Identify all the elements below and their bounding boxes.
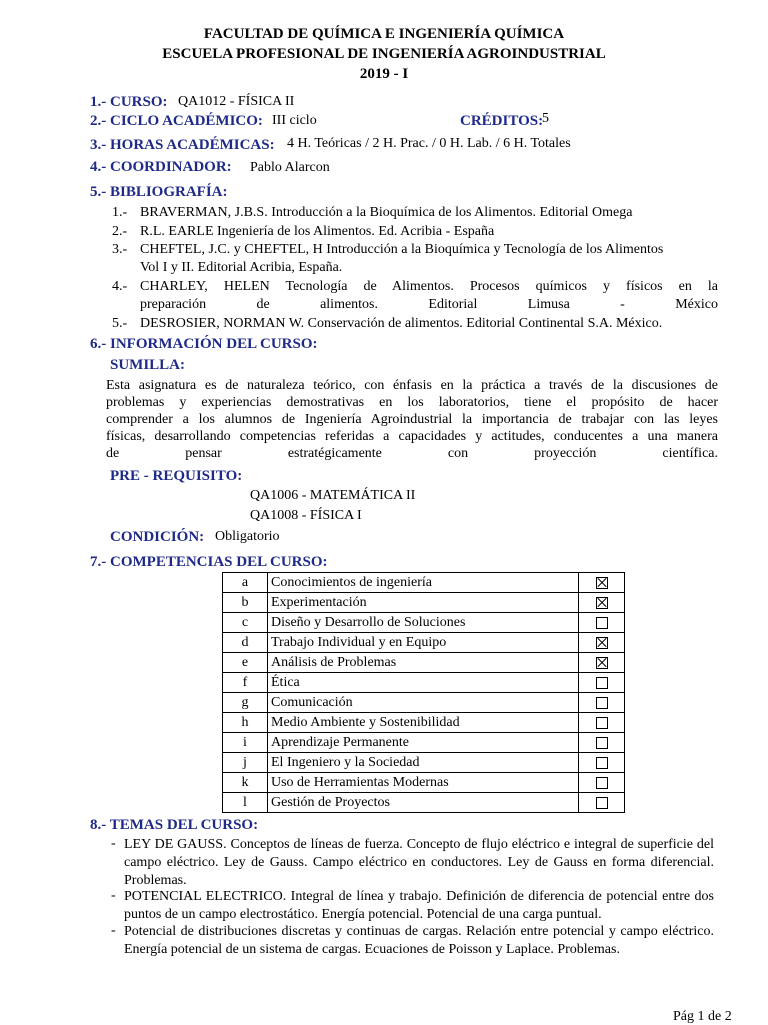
bib-num: 2.-	[112, 224, 128, 239]
table-row	[223, 653, 625, 673]
bib-item: BRAVERMAN, J.B.S. Introducción a la Bioquímica de los Alimentos. Editorial Omega	[140, 205, 633, 220]
bib-num: 1.-	[112, 205, 128, 220]
empty-box-icon	[596, 717, 608, 729]
empty-box-icon	[596, 737, 608, 749]
bib-item: CHARLEY, HELEN Tecnología de Alimentos. Procesos químicos y físicos en la	[140, 279, 718, 294]
bullet-dash: -	[111, 923, 116, 938]
comp-letter: l	[223, 793, 268, 813]
sumilla-line: Esta asignatura es de naturaleza teórico, con énfasis en la práctica a través de la discusiones de	[106, 378, 718, 393]
tema-item: POTENCIAL ELECTRICO. Integral de línea y trabajo. Definición de diferencia de potencial entre dos puntos de un campo electrostático. Energía potencial. Potencial de una carga puntual.	[124, 889, 714, 922]
curso-label: 1.- CURSO:	[90, 94, 168, 110]
horas-value: 4 H. Teóricas / 2 H. Prac. / 0 H. Lab. / 6 H. Totales	[287, 136, 571, 151]
competencias-table	[222, 572, 625, 813]
school-title: ESCUELA PROFESIONAL DE INGENIERÍA AGROINDUSTRIAL	[162, 46, 606, 62]
bibliografia-label: 5.- BIBLIOGRAFÍA:	[90, 184, 228, 200]
temas-label: 8.- TEMAS DEL CURSO:	[90, 817, 259, 833]
comp-checkbox	[579, 653, 625, 673]
comp-checkbox	[579, 793, 625, 813]
condicion-label: CONDICIÓN:	[110, 529, 205, 545]
competencias-label: 7.- COMPETENCIAS DEL CURSO:	[90, 554, 328, 570]
comp-checkbox	[579, 693, 625, 713]
table-row	[223, 733, 625, 753]
comp-letter: i	[223, 733, 268, 753]
comp-letter: g	[223, 693, 268, 713]
empty-box-icon	[596, 797, 608, 809]
comp-name: Ética	[268, 673, 579, 693]
comp-name: Medio Ambiente y Sostenibilidad	[268, 713, 579, 733]
empty-box-icon	[596, 777, 608, 789]
sumilla-line: problemas y experiencias demostrativas en los laboratorios, tiene el propósito de hacer	[106, 395, 718, 410]
table-row	[223, 713, 625, 733]
table-row	[223, 693, 625, 713]
coordinador-label: 4.- COORDINADOR:	[90, 159, 232, 175]
comp-checkbox	[579, 753, 625, 773]
tema-item: LEY DE GAUSS. Conceptos de líneas de fuerza. Concepto de flujo eléctrico e integral de superficie del campo eléctrico. Ley de Gauss. Campo eléctrico en conductores. Ley de Gauss en forma diferencial. Problemas.	[124, 837, 714, 888]
prereq-item: QA1006 - MATEMÁTICA II	[250, 488, 416, 503]
comp-checkbox	[579, 593, 625, 613]
checked-box-icon	[596, 637, 608, 649]
table-row	[223, 573, 625, 593]
checked-box-icon	[596, 597, 608, 609]
bib-item: R.L. EARLE Ingeniería de los Alimentos. Ed. Acribia - España	[140, 224, 495, 239]
comp-name: Aprendizaje Permanente	[268, 733, 579, 753]
checked-box-icon	[596, 577, 608, 589]
comp-letter: k	[223, 773, 268, 793]
sumilla-line: comprender a los alumnos de Ingeniería Agroindustrial la importancia de trabajar con las leyes	[106, 412, 718, 427]
creditos-label: CRÉDITOS:	[460, 113, 544, 129]
comp-name: Uso de Herramientas Modernas	[268, 773, 579, 793]
ciclo-label: 2.- CICLO ACADÉMICO:	[90, 113, 263, 129]
checked-box-icon	[596, 657, 608, 669]
comp-checkbox	[579, 633, 625, 653]
comp-letter: f	[223, 673, 268, 693]
comp-letter: e	[223, 653, 268, 673]
coordinador-value: Pablo Alarcon	[250, 160, 330, 175]
condicion-value: Obligatorio	[215, 529, 280, 544]
prereq-item: QA1008 - FÍSICA I	[250, 508, 362, 523]
empty-box-icon	[596, 617, 608, 629]
table-row	[223, 753, 625, 773]
comp-letter: c	[223, 613, 268, 633]
creditos-value: 5	[542, 111, 549, 126]
table-row	[223, 593, 625, 613]
empty-box-icon	[596, 677, 608, 689]
comp-checkbox	[579, 733, 625, 753]
page-number: Pág 1 de 2	[673, 1009, 732, 1024]
tema-item: Potencial de distribuciones discretas y continuas de cargas. Relación entre potencial y campo eléctrico. Energía potencial de un sistema de cargas. Ecuaciones de Poisson y Laplace. Problemas.	[124, 924, 714, 957]
bib-item: CHEFTEL, J.C. y CHEFTEL, H Introducción a la Bioquímica y Tecnología de los Alimentos	[140, 242, 664, 257]
sumilla-line: de pensar estratégicamente con proyección científica.	[106, 446, 718, 461]
comp-name: Gestión de Proyectos	[268, 793, 579, 813]
prereq-label: PRE - REQUISITO:	[110, 468, 243, 484]
sumilla-label: SUMILLA:	[110, 357, 186, 373]
comp-checkbox	[579, 613, 625, 633]
comp-letter: j	[223, 753, 268, 773]
bullet-dash: -	[111, 888, 116, 903]
bib-num: 3.-	[112, 242, 128, 257]
comp-name: Experimentación	[268, 593, 579, 613]
table-row	[223, 673, 625, 693]
comp-name: Comunicación	[268, 693, 579, 713]
bib-num: 4.-	[112, 279, 128, 294]
table-row	[223, 793, 625, 813]
comp-checkbox	[579, 713, 625, 733]
bib-item: DESROSIER, NORMAN W. Conservación de alimentos. Editorial Continental S.A. México.	[140, 316, 663, 331]
faculty-title: FACULTAD DE QUÍMICA E INGENIERÍA QUÍMICA	[203, 26, 565, 42]
comp-letter: h	[223, 713, 268, 733]
comp-name: Conocimientos de ingeniería	[268, 573, 579, 593]
informacion-label: 6.- INFORMACIÓN DEL CURSO:	[90, 336, 318, 352]
bib-item-cont: preparación de alimentos. Editorial Limusa - México	[140, 297, 718, 312]
comp-name: Diseño y Desarrollo de Soluciones	[268, 613, 579, 633]
ciclo-value: III ciclo	[272, 113, 317, 128]
table-row	[223, 613, 625, 633]
horas-label: 3.- HORAS ACADÉMICAS:	[90, 137, 275, 153]
bib-num: 5.-	[112, 316, 128, 331]
empty-box-icon	[596, 757, 608, 769]
comp-checkbox	[579, 573, 625, 593]
curso-value: QA1012 - FÍSICA II	[178, 94, 295, 109]
table-row	[223, 633, 625, 653]
table-row	[223, 773, 625, 793]
empty-box-icon	[596, 697, 608, 709]
bib-item-cont: Vol I y II. Editorial Acribia, España.	[140, 260, 343, 275]
bullet-dash: -	[111, 836, 116, 851]
comp-name: Análisis de Problemas	[268, 653, 579, 673]
comp-letter: b	[223, 593, 268, 613]
sumilla-line: físicas, desarrollando competencias referidas a capacidades y actitudes, conducentes a una manera	[106, 429, 718, 444]
semester: 2019 - I	[359, 66, 409, 82]
comp-checkbox	[579, 673, 625, 693]
comp-letter: a	[223, 573, 268, 593]
comp-name: El Ingeniero y la Sociedad	[268, 753, 579, 773]
comp-letter: d	[223, 633, 268, 653]
comp-name: Trabajo Individual y en Equipo	[268, 633, 579, 653]
comp-checkbox	[579, 773, 625, 793]
